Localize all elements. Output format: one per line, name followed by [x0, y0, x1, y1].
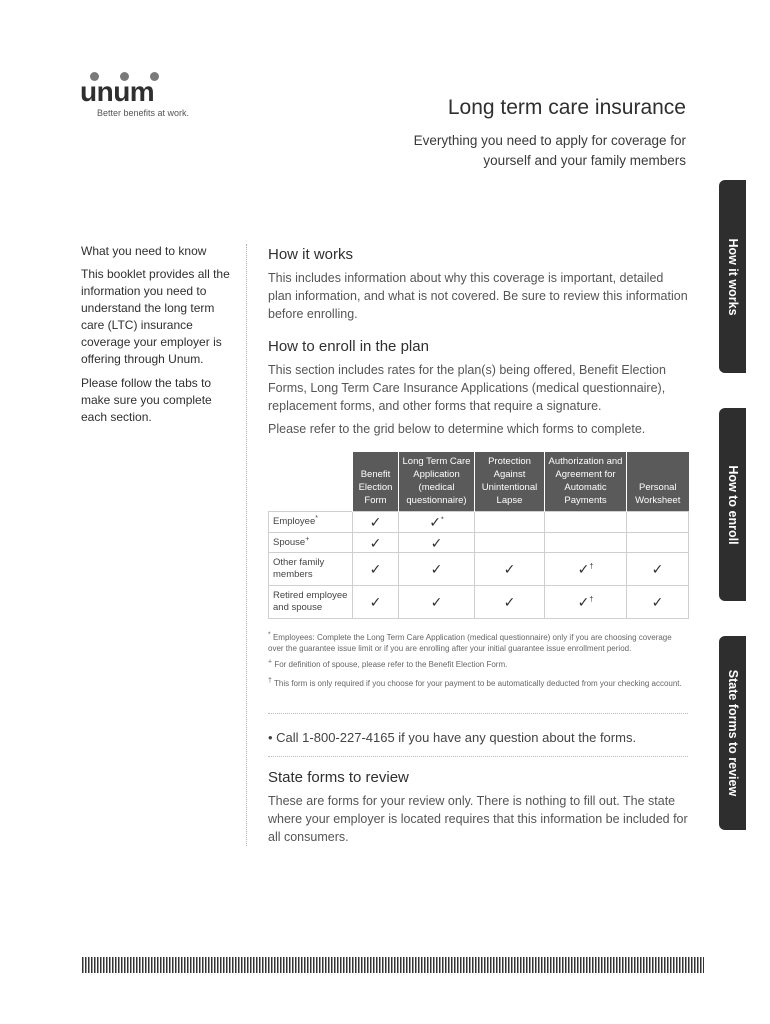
grid-cell: ✓ — [627, 586, 689, 619]
footnote-employees: * Employees: Complete the Long Term Care Application (medical questionnaire) only if you are choosing coverage over the guarantee issue limit or if you are enrolling after your initial guarantee issue enrollment period. — [268, 631, 672, 653]
section-heading: How it works — [268, 246, 354, 263]
sidebar-paragraph: This booklet provides all the information you need to understand the long term care (LTC) insurance coverage your employer is offering through Unum. — [81, 267, 230, 366]
grid-row-label: Spouse+ — [269, 533, 353, 553]
page-subtitle: Everything you need to apply for coverage for yourself and your family members — [413, 133, 686, 168]
grid-cell: ✓ — [353, 586, 399, 619]
tab-label: State forms to review — [725, 669, 740, 797]
grid-cell: ✓ — [399, 553, 475, 586]
grid-cell: ✓ — [627, 553, 689, 586]
grid-cell: ✓ — [399, 586, 475, 619]
phone-callout: • Call 1-800-227-4165 if you have any question about the forms. — [268, 730, 637, 745]
section-state-forms — [268, 769, 688, 846]
logo-wordmark: unum — [80, 76, 155, 107]
grid-cell: ✓† — [545, 586, 627, 619]
grid-header-row — [269, 452, 689, 512]
tab-label: How it works — [725, 237, 740, 316]
grid-cell: ✓ — [475, 586, 545, 619]
section-body: These are forms for your review only. There is nothing to fill out. The state where your employer is located requires that this information be included for all consumers. — [268, 794, 688, 844]
logo-tagline: Better benefits at work. — [97, 108, 190, 118]
grid-cell — [627, 533, 689, 553]
grid-column-header: Protection Against Unintentional Lapse — [475, 452, 545, 512]
grid-cell: ✓ — [475, 553, 545, 586]
section-heading: How to enroll in the plan — [268, 338, 429, 355]
forms-grid — [268, 452, 689, 619]
grid-cell — [475, 512, 545, 533]
grid-cell — [627, 512, 689, 533]
grid-header-blank — [269, 452, 353, 512]
grid-cell — [545, 512, 627, 533]
section-body: Please refer to the grid below to determine which forms to complete. — [268, 422, 646, 436]
tab-how-to-enroll[interactable] — [719, 408, 746, 601]
sidebar-paragraph: Please follow the tabs to make sure you complete each section. — [81, 376, 212, 424]
section-heading: State forms to review — [268, 769, 409, 786]
grid-cell: ✓ — [353, 533, 399, 553]
grid-row-retired — [269, 586, 689, 619]
grid-row-label: Employee* — [269, 512, 353, 533]
dotted-separator — [268, 756, 688, 757]
grid-column-header: Personal Worksheet — [627, 452, 689, 512]
grid-row-employee — [269, 512, 689, 533]
page-title: Long term care insurance — [447, 96, 686, 119]
footer-barcode — [82, 957, 704, 973]
tab-state-forms[interactable] — [719, 636, 746, 830]
section-how-to-enroll — [268, 338, 688, 438]
grid-cell — [545, 533, 627, 553]
dotted-separator — [268, 713, 688, 714]
grid-cell — [475, 533, 545, 553]
grid-column-header: Long Term Care Application (medical questionnaire) — [399, 452, 475, 512]
sidebar-heading: What you need to know — [81, 244, 207, 258]
grid-cell: ✓ — [353, 512, 399, 533]
grid-row-label: Retired employee and spouse — [269, 586, 353, 619]
grid-cell: ✓† — [545, 553, 627, 586]
tab-label: How to enroll — [725, 464, 740, 545]
grid-row-spouse — [269, 533, 689, 553]
grid-column-header: Authorization and Agreement for Automatic Payments — [545, 452, 627, 512]
grid-cell: ✓* — [399, 512, 475, 533]
grid-cell: ✓ — [399, 533, 475, 553]
footnote-spouse: + For definition of spouse, please refer to the Benefit Election Form. — [268, 658, 508, 669]
section-body: This includes information about why this coverage is important, detailed plan information, and what is not covered. Be sure to review this information before enrolling. — [268, 271, 688, 321]
tab-how-it-works[interactable] — [719, 180, 746, 373]
grid-row-label: Other family members — [269, 553, 353, 586]
grid-row-other-family — [269, 553, 689, 586]
column-divider — [246, 244, 247, 846]
unum-logo — [80, 72, 200, 122]
section-how-it-works — [268, 246, 688, 323]
section-body: This section includes rates for the plan(s) being offered, Benefit Election Forms, Long Term Care Insurance Applications (medical questionnaire), replacement forms, and other forms that require a signature. — [268, 363, 666, 413]
footnote-payment: † This form is only required if you choose for your payment to be automatically deducted from your checking account. — [268, 677, 682, 688]
grid-cell: ✓ — [353, 553, 399, 586]
grid-column-header: Benefit Election Form — [353, 452, 399, 512]
sidebar-summary — [81, 244, 231, 433]
